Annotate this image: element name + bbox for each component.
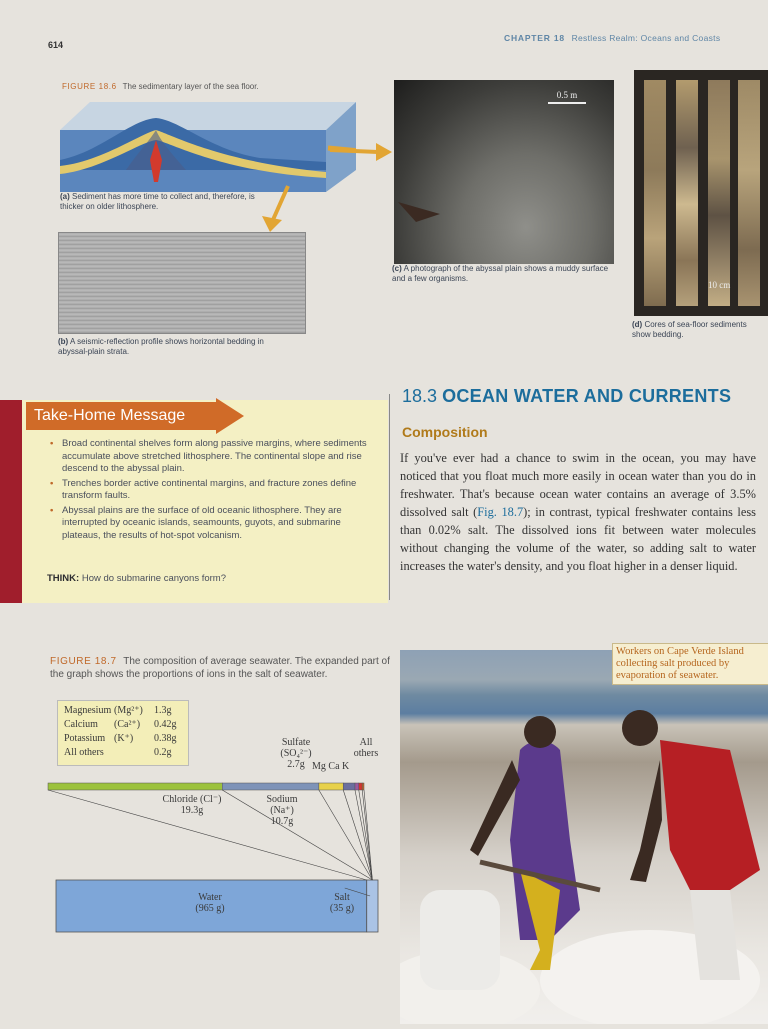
subheading-composition: Composition: [402, 424, 488, 440]
label-mg-ca-k: [312, 761, 349, 772]
caption-a: [60, 192, 270, 212]
label-sulfate-name: Sulfate: [281, 737, 311, 748]
take-home-list: [48, 438, 370, 544]
ion-name: Calcium: [64, 719, 98, 730]
caption-b-letter: (b): [58, 337, 69, 346]
caption-a-text: Sediment has more time to collect and, therefore, is thicker on older lithosphere.: [60, 192, 255, 211]
page-number: 614: [48, 40, 64, 50]
section-heading: [402, 386, 731, 407]
take-home-red-bar: [0, 400, 22, 603]
caption-d-letter: (d): [632, 320, 643, 329]
salt-ion-segment: [355, 783, 359, 790]
label-sodium: [256, 794, 308, 827]
ion-symbol: (Ca²⁺): [114, 719, 141, 730]
organism-shape: [394, 198, 444, 228]
ion-amount: 0.38g: [154, 733, 177, 744]
core-2: [676, 80, 698, 306]
label-chloride-amount: 19.3g: [180, 805, 204, 816]
figure-reference-link[interactable]: Fig. 18.7: [477, 505, 524, 519]
salt-ion-segment: [222, 783, 319, 790]
caption-c-text: A photograph of the abyssal plain shows a muddy surface and a few organisms.: [392, 264, 609, 283]
ion-amount: 0.42g: [154, 719, 177, 730]
figure-18-6-title-text: The sedimentary layer of the sea floor.: [122, 82, 259, 91]
ion-symbol: (K⁺): [114, 733, 134, 744]
sea-floor-block-diagram: [60, 100, 356, 192]
label-water: [180, 892, 240, 914]
take-home-bullet: • Trenches border active continental margins, and fracture zones define transform faults.: [48, 478, 370, 503]
label-chloride: [150, 794, 234, 816]
figure-18-7-title: [50, 655, 390, 681]
salt-ion-segment: [359, 783, 362, 790]
figure-18-6-label: FIGURE 18.6: [62, 82, 117, 91]
take-home-bullet: • Abyssal plains are the surface of old oceanic lithosphere. They are interrupted by oceanic islands, seamounts, guyots, and submarine plateaus, the results of hot-spot volcanism.: [48, 505, 370, 543]
body-text-2: ); in contrast, typical freshwater contains less than 0.02% salt. The dissolved ions fit between water molecules without changing the volume of the water, so adding salt to water increases the water's density, and you float higher in a denser liquid.: [400, 505, 756, 573]
abyssal-plain-photo: [394, 80, 614, 264]
label-chloride-name: Chloride (Cl⁻): [162, 794, 222, 805]
photo-scale-label: 0.5 m: [556, 90, 578, 100]
photo-caption: Workers on Cape Verde Island collecting salt produced by evaporation of seawater.: [612, 643, 768, 685]
take-home-bullet: • Broad continental shelves form along passive margins, where sediments accumulate above stretched lithosphere. The continental slope and rise descend to the abyssal plain.: [48, 438, 370, 476]
figure-18-7-label: FIGURE 18.7: [50, 656, 117, 667]
label-sulfate-symbol: (SO₄²⁻): [280, 748, 312, 759]
label-salt: [322, 892, 362, 914]
body-text-1: If you've ever had a chance to swim in the ocean, you may have noticed that you float much more easily in ocean water than you do in freshwater. That's because ocean water contains an average of 3.5% dissolved salt (: [400, 451, 756, 519]
label-salt-name: Salt: [334, 892, 350, 903]
core-3: [708, 80, 730, 306]
salt-bar: [367, 880, 378, 932]
label-water-amount: (965 g): [195, 903, 225, 914]
chapter-header: [504, 33, 720, 43]
chapter-title: Restless Realm: Oceans and Coasts: [571, 33, 721, 43]
label-all-others: All others: [353, 737, 379, 759]
core-4: [738, 80, 760, 306]
ion-amount: 1.3g: [154, 705, 172, 716]
core-scale-label: 10 cm: [708, 280, 731, 290]
take-home-heading: Take-Home Message: [26, 402, 216, 430]
label-sodium-name: Sodium: [266, 794, 298, 805]
photo-scene: [400, 650, 768, 1024]
section-number: 18.3: [402, 386, 438, 406]
caption-d: [632, 320, 762, 340]
body-paragraph: [400, 449, 756, 575]
chapter-label: CHAPTER 18: [504, 33, 565, 43]
salt-ion-segment: [319, 783, 343, 790]
label-sulfate-amount: 2.7g: [287, 759, 305, 770]
column-divider: [389, 394, 390, 600]
label-sodium-symbol: (Na⁺): [270, 805, 294, 816]
caption-b: [58, 337, 288, 357]
caption-c: [392, 264, 614, 284]
ion-amount: 0.2g: [154, 747, 172, 758]
core-1: [644, 80, 666, 306]
ion-symbol: (Mg²⁺): [114, 705, 143, 716]
think-label: THINK:: [47, 573, 80, 584]
ion-name: Magnesium: [64, 705, 112, 716]
photo-scale-bar: [548, 90, 586, 104]
salt-ion-segment: [362, 783, 364, 790]
caption-a-letter: (a): [60, 192, 70, 201]
ion-name: Potassium: [64, 733, 106, 744]
figure-18-6-title: [62, 82, 259, 91]
take-home-arrow: [216, 398, 244, 434]
label-salt-amount: (35 g): [329, 903, 355, 914]
salt-ion-segment: [48, 783, 222, 790]
expansion-line: [319, 790, 373, 880]
arrow-to-photo: [330, 140, 394, 164]
sediment-cores-photo: [634, 70, 768, 316]
label-sodium-amount: 10.7g: [270, 816, 294, 827]
seismic-profile-image: [58, 232, 306, 334]
figure-18-7-title-text: The composition of average seawater. The expanded part of the graph shows the proportions of ions in the salt of seawater.: [50, 656, 390, 680]
label-k: K: [342, 761, 350, 772]
caption-c-letter: (c): [392, 264, 402, 273]
label-mg: Mg: [312, 761, 326, 772]
salt-workers-photo: [400, 650, 768, 1024]
salt-ion-segment: [343, 783, 355, 790]
ion-name: All others: [64, 747, 104, 758]
think-question: [47, 573, 226, 584]
label-water-name: Water: [198, 892, 222, 903]
caption-d-text: Cores of sea-floor sediments show bedding.: [632, 320, 747, 339]
caption-b-text: A seismic-reflection profile shows horizontal bedding in abyssal-plain strata.: [58, 337, 264, 356]
label-ca: Ca: [328, 761, 340, 772]
minor-ions-box: [57, 700, 189, 766]
think-text: How do submarine canyons form?: [81, 573, 226, 584]
expansion-line: [359, 790, 373, 880]
section-title: OCEAN WATER AND CURRENTS: [442, 386, 732, 406]
